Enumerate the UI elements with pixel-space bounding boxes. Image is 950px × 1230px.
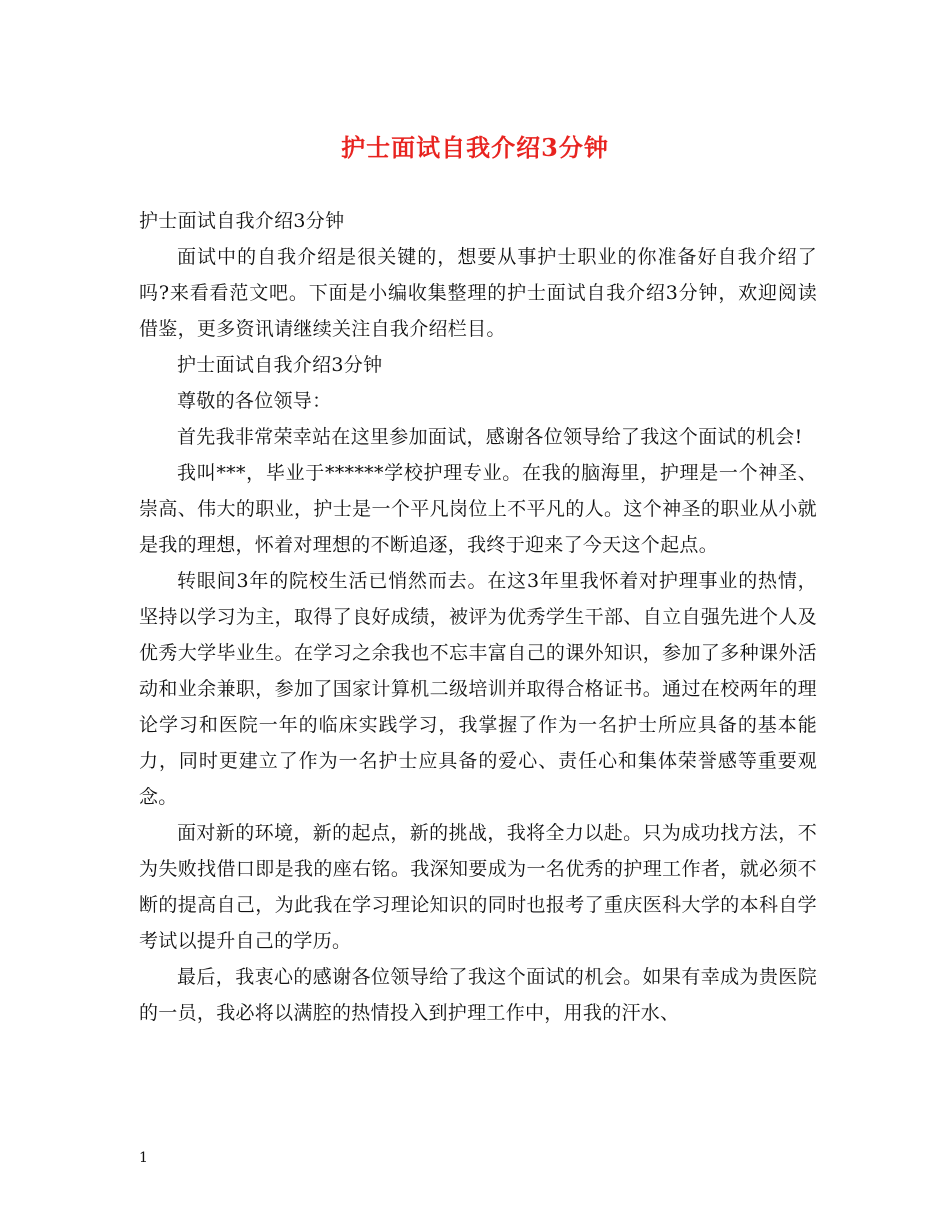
paragraph-intro: 面试中的自我介绍是很关键的，想要从事护士职业的你准备好自我介绍了吗?来看看范文吧。下面是小编收集整理的护士面试自我介绍3分钟，欢迎阅读借鉴，更多资讯请继续关注自我介绍栏目。	[139, 246, 817, 340]
paragraph-subtitle: 护士面试自我介绍3分钟	[177, 354, 383, 376]
paragraph-college-life: 转眼间3年的院校生活已悄然而去。在这3年里我怀着对护理事业的热情，坚持以学习为主，取得了良好成绩，被评为优秀学生干部、自立自强先进个人及优秀大学毕业生。在学习之余我也不忘丰富自己的课外知识，参加了多种课外活动和业余兼职，参加了国家计算机二级培训并取得合格证书。通过在校两年的理论学习和医院一年的临床实践学习，我掌握了作为一名护士所应具备的基本能力，同时更建立了作为一名护士应具备的爱心、责任心和集体荣誉感等重要观念。	[139, 570, 817, 808]
document-title: 护士面试自我介绍3分钟	[341, 133, 609, 162]
paragraph-salutation: 尊敬的各位领导：	[177, 390, 332, 412]
paragraph-motto: 面对新的环境，新的起点，新的挑战，我将全力以赴。只为成功找方法，不为失败找借口即是我的座右铭。我深知要成为一名优秀的护理工作者，就必须不断的提高自己，为此我在学习理论知识的同时也报考了重庆医科大学的本科自学考试以提升自己的学历。	[139, 822, 817, 952]
document-body	[139, 203, 817, 1031]
paragraph-heading: 护士面试自我介绍3分钟	[139, 210, 345, 232]
paragraph-background: 我叫***，毕业于******学校护理专业。在我的脑海里，护理是一个神圣、崇高、伟大的职业，护士是一个平凡岗位上不平凡的人。这个神圣的职业从小就是我的理想，怀着对理想的不断追逐，我终于迎来了今天这个起点。	[139, 462, 817, 556]
paragraph-thanks: 首先我非常荣幸站在这里参加面试，感谢各位领导给了我这个面试的机会!	[177, 426, 803, 448]
paragraph-closing: 最后，我衷心的感谢各位领导给了我这个面试的机会。如果有幸成为贵医院的一员，我必将以满腔的热情投入到护理工作中，用我的汗水、	[139, 966, 817, 1024]
page-number: 1	[139, 1150, 148, 1166]
